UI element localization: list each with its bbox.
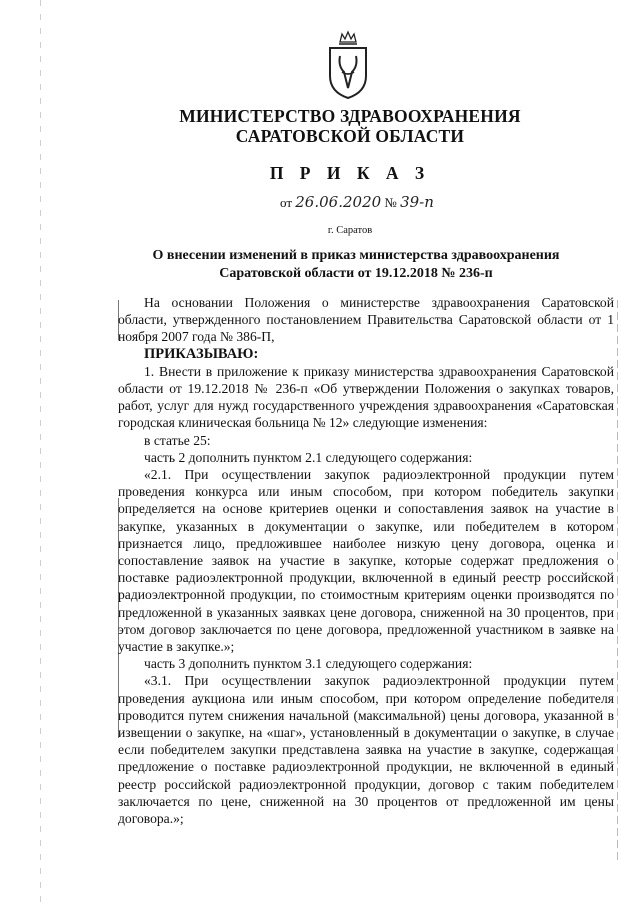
city: г. Саратов <box>327 225 373 236</box>
subject-line1: О внесении изменений в приказ министерства здравоохранения <box>152 248 560 263</box>
subject-line2: Саратовской области от 19.12.2018 № 236-п <box>219 266 493 281</box>
clause-2-1: «2.1. При осуществлении закупок радиоэлектронной продукции путем проведения конкурса или иным способом, при котором победитель закупки определяется на основе критериев оценки и сопоставления заявок на участие в закупке, указанных в документации о закупке, или победителем в котором признается лицо, предложившее наиболее низкую цену договора, оценка и сопоставление заявок на участие в закупке, которые содержат предложения о поставке радиоэлектронной продукции, включенной в единый реестр российской радиоэлектронной продукции, по стоимостным критериям оценки производятся по предложенной в указанных заявках цене договора, сниженной на 30 процентов, при этом договор заключается по цене договора, предложенной участником в заявке на участие в закупке.»; <box>118 467 614 655</box>
body-text <box>118 294 614 827</box>
clause-3-1: «3.1. При осуществлении закупок радиоэлектронной продукции путем проведения аукциона или иным способом, при котором определение победителя проводится путем снижения начальной (максимальной) цены договора, указанной в извещении о закупке, на «шаг», установленный в документации о закупке, в случае если победителем закупки представлена заявка на участие в закупке, содержащая предложение о поставке радиоэлектронной продукции, не включенной в единый реестр российской радиоэлектронной продукции, договор с таким победителем заключается по цене, сниженной на 30 процентов от предложенной им цены договора.»; <box>118 673 614 827</box>
handwritten-date: 26.06.2020 <box>295 193 382 211</box>
order-title: П Р И К А З <box>269 163 431 183</box>
part-2-intro: часть 2 дополнить пунктом 2.1 следующего содержания: <box>144 449 473 465</box>
scan-edge-left <box>40 0 41 905</box>
order-subject <box>96 247 616 283</box>
coat-of-arms-emblem <box>326 30 370 100</box>
ministry-name-line2: САРАТОВСКОЙ ОБЛАСТИ <box>235 126 465 146</box>
order-word: ПРИКАЗЫВАЮ: <box>144 345 259 362</box>
basis-paragraph: На основании Положения о министерстве здравоохранения Саратовской области, утвержденного постановлением Правительства Саратовской области от 1 ноября 2007 года № 386-П, <box>118 295 614 345</box>
order-number-row <box>280 193 434 211</box>
scan-edge-right <box>617 300 618 860</box>
article-25-line: в статье 25: <box>144 432 211 448</box>
number-prefix: № <box>384 195 397 210</box>
ministry-name-line1: МИНИСТЕРСТВО ЗДРАВООХРАНЕНИЯ <box>179 106 521 126</box>
part-3-intro: часть 3 дополнить пунктом 3.1 следующего содержания: <box>144 656 473 672</box>
date-prefix: от <box>280 195 293 210</box>
handwritten-number: 39-п <box>400 193 434 211</box>
item-1-paragraph: 1. Внести в приложение к приказу министерства здравоохранения Саратовской области от 19.12.2018 № 236-п «Об утверждении Положения о закупках товаров, работ, услуг для нужд государственного учреждения здравоохранения «Саратовская городская клиническая больница № 12» следующие изменения: <box>118 363 614 431</box>
